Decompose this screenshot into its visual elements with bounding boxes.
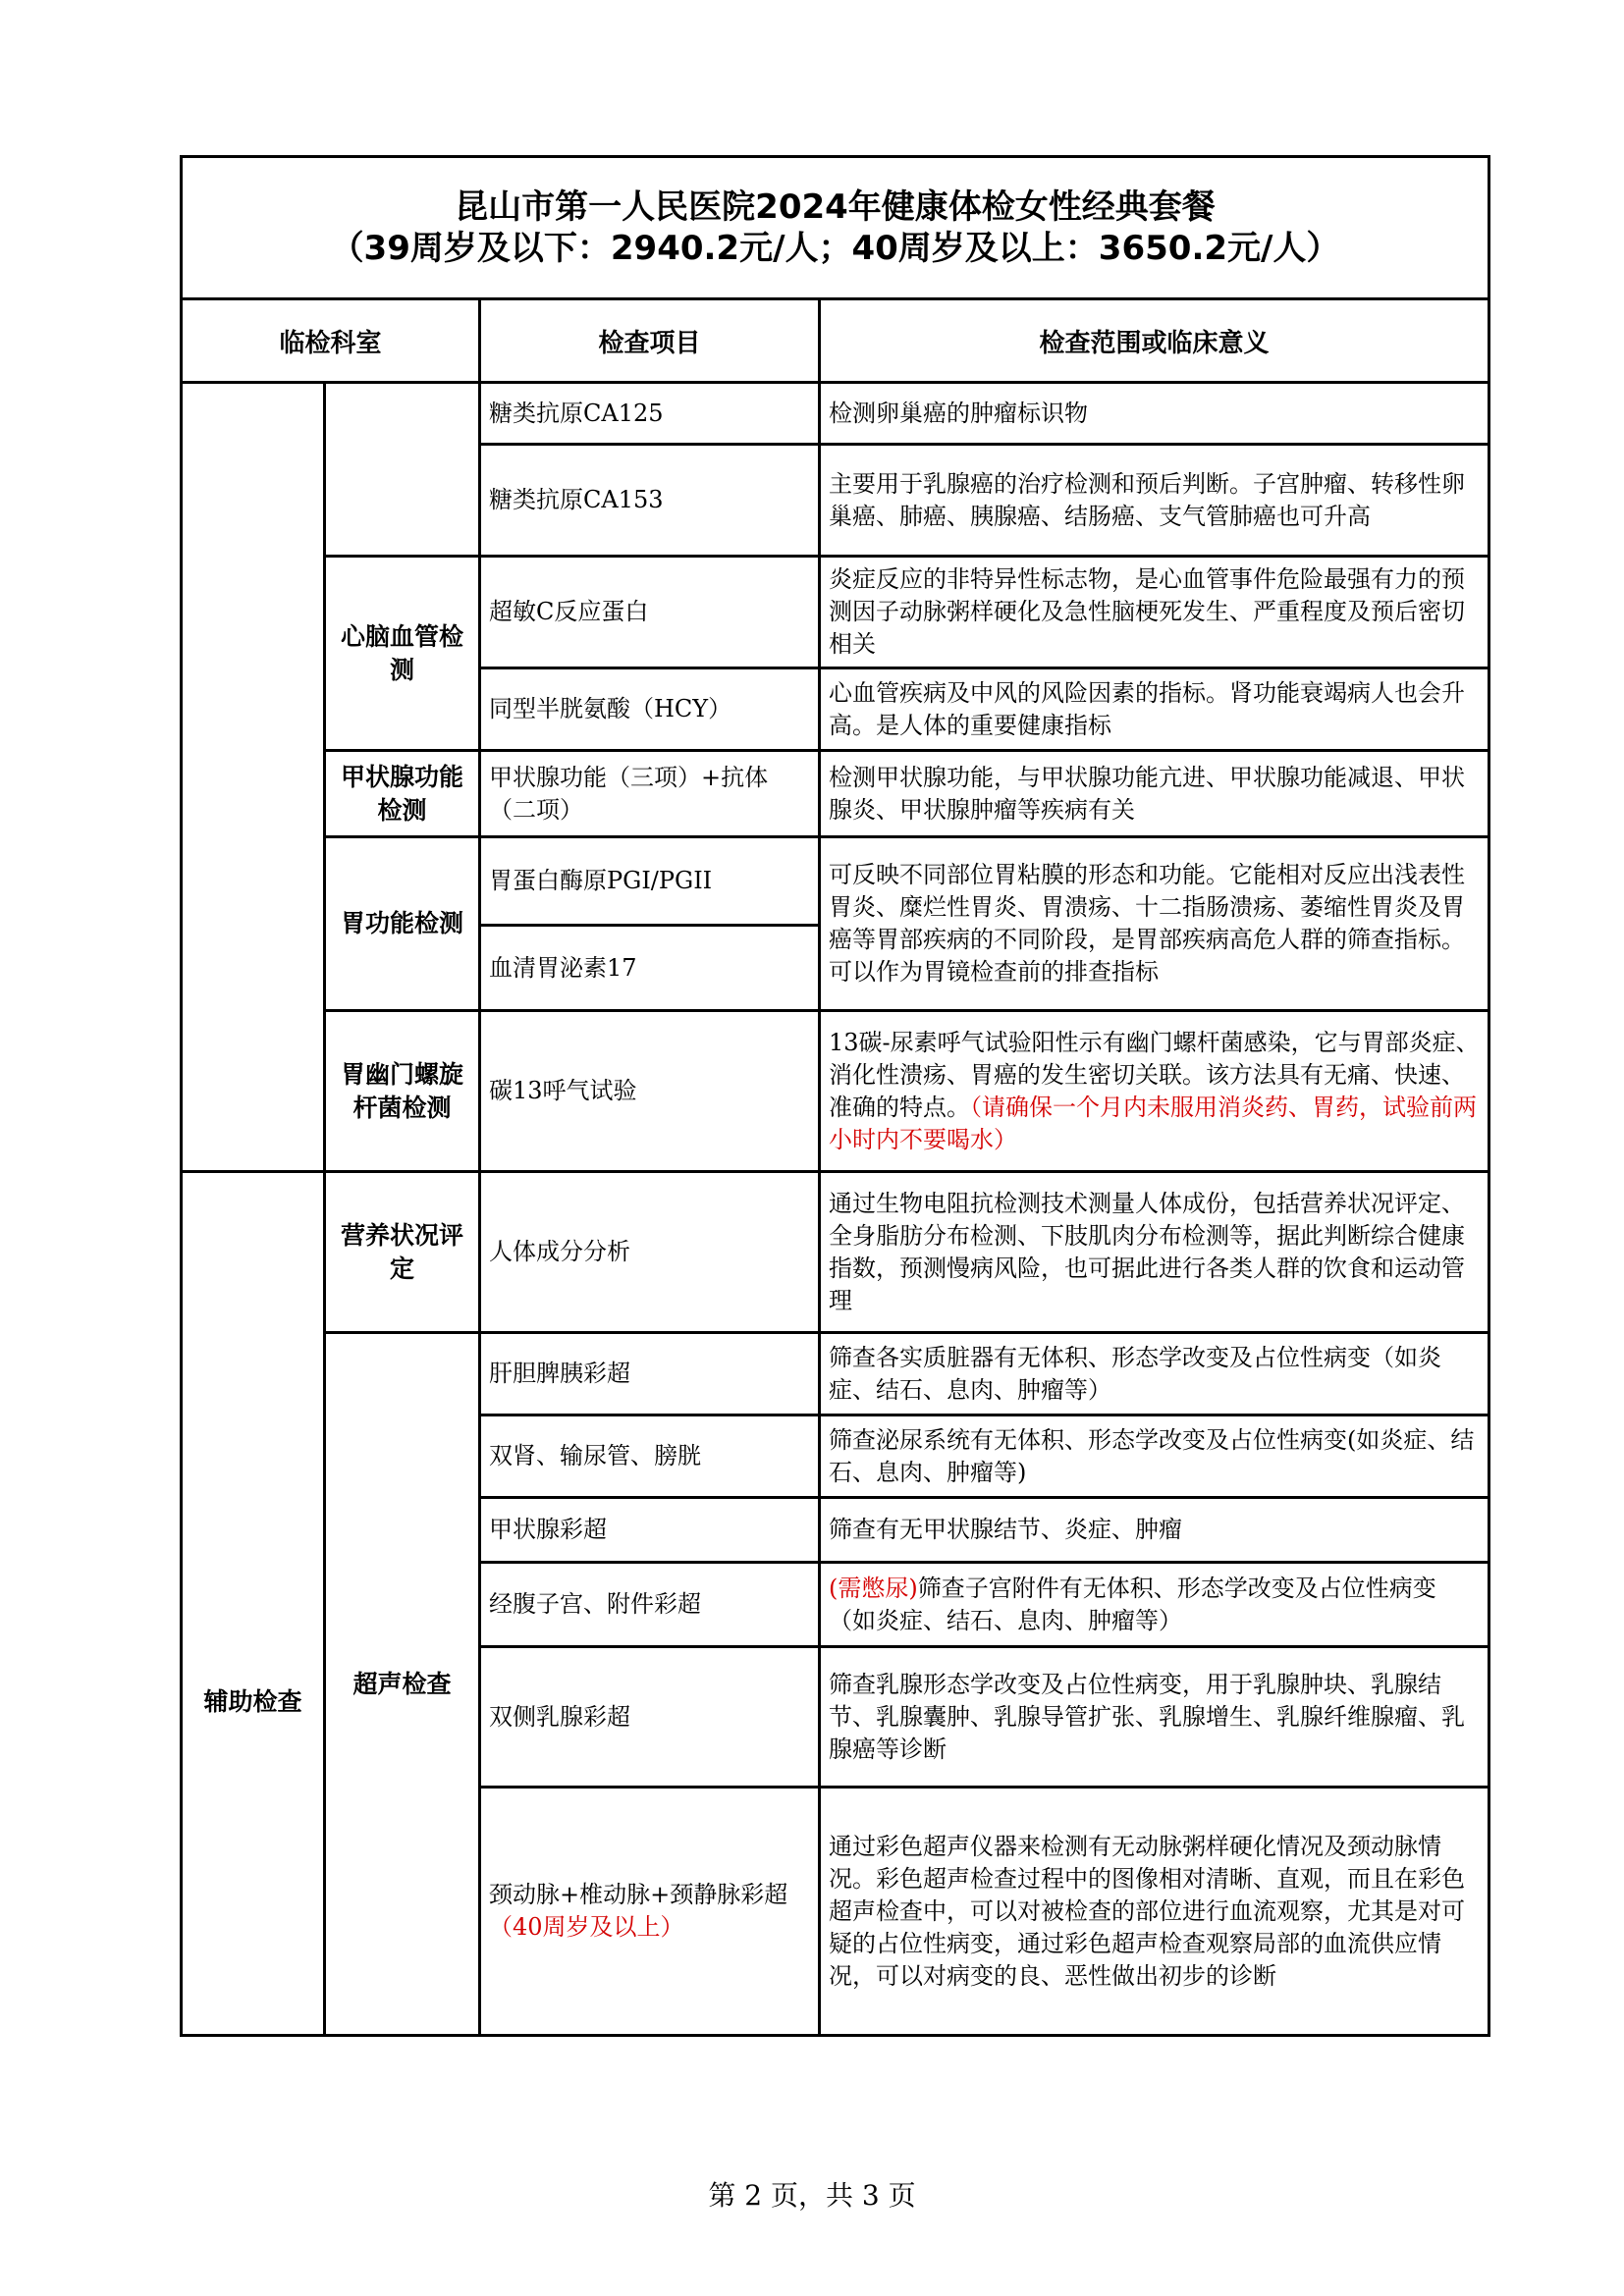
subgroup-gastric: 胃功能检测 [325,837,480,1011]
desc-c13-breath-test [820,1011,1489,1172]
header-item: 检查项目 [480,299,820,383]
title-line-2: （39周岁及以下：2940.2元/人；40周岁及以上：3650.2元/人） [330,229,1340,268]
desc-body-composition-aux: 通过生物电阻抗检测技术测量人体成份，包括营养状况评定、全身脂肪分布检测、下肢肌肉分布检测等，据此判断综合健康指数，预测慢病风险，也可据此进行各类人群的饮食和运动管理 [820,1172,1489,1333]
subgroup-blank [325,383,480,557]
subgroup-thyroid: 甲状腺功能检测 [325,751,480,837]
item-body-composition-aux: 人体成分分析 [480,1172,820,1333]
desc-ca153: 主要用于乳腺癌的治疗检测和预后判断。子宫肿瘤、转移性卵巢癌、肺癌、胰腺癌、结肠癌、支气管肺癌也可升高 [820,445,1489,557]
desc-ca125: 检测卵巢癌的肿瘤标识物 [820,383,1489,445]
item-c13-breath-test: 碳13呼气试验 [480,1011,820,1172]
item-hscrp: 超敏C反应蛋白 [480,557,820,668]
group-blank [182,383,325,1172]
table-row [182,751,1489,837]
desc-carotid-ultrasound: 通过彩色超声仪器来检测有无动脉粥样硬化情况及颈动脉情况。彩色超声检查过程中的图像相对清晰、直观，而且在彩色超声检查中，可以对被检查的部位进行血流观察，尤其是对可疑的占位性病变，通过彩色超声检查观察局部的血流供应情况，可以对病变的良、恶性做出初步的诊断 [820,1788,1489,2036]
item-gastrin17: 血清胃泌素17 [480,926,820,1011]
group-auxiliary [182,1172,325,2036]
desc-thyroid-function: 检测甲状腺功能，与甲状腺功能亢进、甲状腺功能减退、甲状腺炎、甲状腺肿瘤等疾病有关 [820,751,1489,837]
header-department: 临检科室 [182,299,480,383]
item-carotid-text: 颈动脉+椎动脉+颈静脉彩超 [489,1881,788,1908]
item-abdominal-ultrasound: 肝胆脾胰彩超 [480,1333,820,1415]
title-row [182,157,1489,299]
item-carotid-note: （40周岁及以上） [489,1913,684,1941]
item-thyroid-function: 甲状腺功能（三项）+抗体（二项） [480,751,820,837]
title-line-1: 昆山市第一人民医院2024年健康体检女性经典套餐 [455,187,1216,227]
desc-hscrp: 炎症反应的非特异性标志物，是心血管事件危险最强有力的预测因子动脉粥样硬化及急性脑梗死发生、严重程度及预后密切相关 [820,557,1489,668]
subgroup-hpylori: 胃幽门螺旋杆菌检测 [325,1011,480,1172]
desc-gastric-function: 可反映不同部位胃粘膜的形态和功能。它能相对反应出浅表性胃炎、糜烂性胃炎、胃溃疡、十二指肠溃疡、萎缩性胃炎及胃癌等胃部疾病的不同阶段，是胃部疾病高危人群的筛查指标。可以作为胃镜检查前的排查指标 [820,837,1489,1011]
table-row [182,837,1489,926]
desc-breast-ultrasound: 筛查乳腺形态学改变及占位性病变，用于乳腺肿块、乳腺结节、乳腺囊肿、乳腺导管扩张、乳腺增生、乳腺纤维腺瘤、乳腺癌等诊断 [820,1647,1489,1788]
table-row [182,557,1489,668]
item-uterus-ultrasound: 经腹子宫、附件彩超 [480,1563,820,1647]
page-footer: 第 2 页，共 3 页 [708,2179,916,2212]
item-thyroid-ultrasound: 甲状腺彩超 [480,1498,820,1563]
table-row [182,383,1489,445]
item-ca125: 糖类抗原CA125 [480,383,820,445]
desc-abdominal-ultrasound: 筛查各实质脏器有无体积、形态学改变及占位性病变（如炎症、结石、息肉、肿瘤等） [820,1333,1489,1415]
table-title [182,157,1489,299]
desc-uterus-text: 筛查子宫附件有无体积、形态学改变及占位性病变（如炎症、结石、息肉、肿瘤等） [829,1574,1436,1634]
exam-table-auxiliary [180,1170,1490,2037]
desc-hcy: 心血管疾病及中风的风险因素的指标。肾功能衰竭病人也会升高。是人体的重要健康指标 [820,668,1489,751]
item-ca153: 糖类抗原CA153 [480,445,820,557]
header-description: 检查范围或临床意义 [820,299,1489,383]
group-auxiliary-label: 辅助检查 [203,1686,302,1716]
exam-package-sheet [180,155,1488,1173]
subgroup-ultrasound: 超声检查 [325,1333,480,2036]
desc-thyroid-ultrasound: 筛查有无甲状腺结节、炎症、肿瘤 [820,1498,1489,1563]
desc-c13-text: 13碳-尿素呼气试验阳性示有幽门螺杆菌感染，它与胃部炎症、消化性溃疡、胃癌的发生密切关联。该方法具有无痛、快速、准确的特点。 [829,1028,1480,1121]
subgroup-cardio: 心脑血管检测 [325,557,480,751]
header-row [182,299,1489,383]
desc-urinary-ultrasound: 筛查泌尿系统有无体积、形态学改变及占位性病变(如炎症、结石、息肉、肿瘤等) [820,1415,1489,1498]
item-hcy: 同型半胱氨酸（HCY） [480,668,820,751]
desc-uterus-ultrasound [820,1563,1489,1647]
item-pepsinogen: 胃蛋白酶原PGI/PGII [480,837,820,926]
table-row [182,1333,1489,1415]
desc-c13-note: （请确保一个月内未服用消炎药、胃药，试验前两小时内不要喝水） [829,1093,1477,1153]
item-carotid-ultrasound [480,1788,820,2036]
auxiliary-section [180,1170,1488,2037]
exam-table [180,155,1490,1173]
desc-uterus-note: (需憋尿) [829,1574,918,1602]
table-row [182,1172,1489,1333]
subgroup-nutrition-aux: 营养状况评定 [325,1172,480,1333]
table-row [182,1011,1489,1172]
item-urinary-ultrasound: 双肾、输尿管、膀胱 [480,1415,820,1498]
item-breast-ultrasound: 双侧乳腺彩超 [480,1647,820,1788]
